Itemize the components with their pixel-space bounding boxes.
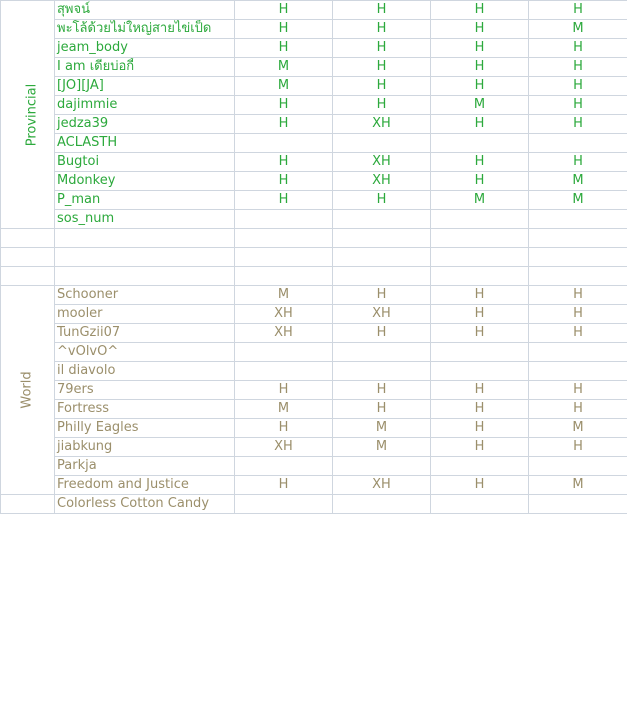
player-name-cell[interactable]: Fortress [55,400,235,419]
table-row [1,419,627,438]
table-row [1,286,627,305]
empty-row [1,248,627,267]
empty-cell[interactable] [55,248,235,267]
rating-cell-2[interactable]: H [333,96,431,115]
rating-cell-1[interactable]: M [235,58,333,77]
rating-cell-3[interactable]: H [431,1,529,20]
rating-cell-4[interactable]: H [529,77,627,96]
rating-cell-4[interactable]: H [529,153,627,172]
rating-cell-2[interactable]: H [333,58,431,77]
rating-cell-4[interactable]: M [529,476,627,495]
rating-cell-3[interactable]: M [431,96,529,115]
player-name-cell[interactable]: mooler [55,305,235,324]
table-row [1,305,627,324]
rating-cell-3[interactable] [431,134,529,153]
table-row [1,134,627,153]
rating-cell-1[interactable]: H [235,476,333,495]
rating-cell-1[interactable]: H [235,115,333,134]
rating-cell-2[interactable]: H [333,191,431,210]
rating-cell-1[interactable]: H [235,153,333,172]
player-name-cell[interactable]: พะโล้ด้วยไม่ใหญ่สายไข่เป็ด [55,20,235,39]
table-row [1,58,627,77]
player-name-cell[interactable]: 79ers [55,381,235,400]
rating-cell-2[interactable]: H [333,286,431,305]
rating-cell-1[interactable]: M [235,77,333,96]
empty-cell[interactable] [529,267,627,286]
rating-cell-3[interactable]: H [431,286,529,305]
rating-cell-1[interactable]: XH [235,305,333,324]
rating-cell-3[interactable]: H [431,419,529,438]
rating-cell-4[interactable] [529,210,627,229]
rating-cell-3[interactable]: H [431,77,529,96]
empty-cell[interactable] [529,229,627,248]
rating-cell-2[interactable]: XH [333,172,431,191]
rating-cell-3[interactable]: H [431,39,529,58]
rating-cell-2[interactable] [333,457,431,476]
rating-cell-3[interactable] [431,457,529,476]
rating-cell-1[interactable]: H [235,191,333,210]
rating-cell-1[interactable]: H [235,419,333,438]
rating-cell-4[interactable]: H [529,381,627,400]
player-name-cell[interactable]: Philly Eagles [55,419,235,438]
rating-cell-3[interactable]: H [431,305,529,324]
rating-cell-4[interactable] [529,457,627,476]
world-group-label: World [19,371,35,409]
rating-cell-4[interactable]: H [529,324,627,343]
rating-cell-3[interactable]: H [431,115,529,134]
rating-cell-3[interactable] [431,495,529,514]
empty-cell[interactable] [1,229,55,248]
rating-cell-1[interactable]: H [235,1,333,20]
player-name-cell[interactable]: jeam_body [55,39,235,58]
rating-cell-2[interactable]: XH [333,153,431,172]
player-name-cell[interactable]: Bugtoi [55,153,235,172]
rating-cell-4[interactable]: H [529,96,627,115]
rating-cell-2[interactable] [333,362,431,381]
rating-cell-3[interactable] [431,343,529,362]
empty-cell[interactable] [235,229,333,248]
table-row [1,172,627,191]
table-row [1,343,627,362]
rating-cell-2[interactable] [333,343,431,362]
rating-cell-4[interactable] [529,495,627,514]
empty-cell[interactable] [431,248,529,267]
rating-cell-2[interactable]: XH [333,476,431,495]
table-body [1,1,627,514]
table-row [1,20,627,39]
table-row [1,476,627,495]
rating-cell-2[interactable]: M [333,419,431,438]
player-name-cell[interactable]: Parkja [55,457,235,476]
empty-row [1,267,627,286]
empty-cell[interactable] [1,248,55,267]
rating-cell-3[interactable] [431,210,529,229]
world-group [1,286,55,495]
empty-cell[interactable] [235,248,333,267]
empty-cell[interactable] [333,229,431,248]
rating-cell-3[interactable] [431,362,529,381]
empty-cell[interactable] [529,248,627,267]
rating-cell-2[interactable]: M [333,438,431,457]
player-name-cell[interactable]: ACLASTH [55,134,235,153]
rating-cell-2[interactable]: H [333,381,431,400]
rating-cell-1[interactable] [235,210,333,229]
player-name-cell[interactable]: Freedom and Justice [55,476,235,495]
rating-cell-3[interactable]: M [431,191,529,210]
table-row [1,39,627,58]
empty-cell[interactable] [235,267,333,286]
player-name-cell[interactable]: jiabkung [55,438,235,457]
rating-cell-4[interactable]: H [529,438,627,457]
rating-cell-2[interactable]: H [333,39,431,58]
rating-cell-1[interactable] [235,134,333,153]
player-name-cell[interactable]: [JO][JA] [55,77,235,96]
rating-cell-3[interactable]: H [431,20,529,39]
table-row [1,381,627,400]
empty-cell[interactable] [55,267,235,286]
player-name-cell[interactable]: dajimmie [55,96,235,115]
player-name-cell[interactable]: Schooner [55,286,235,305]
table-row [1,1,627,20]
player-name-cell[interactable]: P_man [55,191,235,210]
player-name-cell[interactable]: sos_num [55,210,235,229]
rating-cell-2[interactable]: H [333,20,431,39]
rating-cell-4[interactable]: M [529,20,627,39]
rating-cell-1[interactable]: M [235,286,333,305]
rating-cell-2[interactable]: XH [333,115,431,134]
rating-cell-1[interactable] [235,343,333,362]
rating-cell-3[interactable]: H [431,172,529,191]
table-row [1,77,627,96]
player-name-cell[interactable]: สุพจน์ [55,1,235,20]
rating-cell-1[interactable]: H [235,96,333,115]
rating-cell-3[interactable]: H [431,476,529,495]
rating-cell-4[interactable]: H [529,39,627,58]
rating-cell-1[interactable]: H [235,172,333,191]
player-name-cell[interactable]: I am เดียบ่อกี้ [55,58,235,77]
empty-cell[interactable] [333,267,431,286]
rating-cell-4[interactable]: H [529,1,627,20]
rating-cell-1[interactable]: XH [235,324,333,343]
rating-cell-3[interactable]: H [431,153,529,172]
table-row [1,495,627,514]
empty-cell[interactable] [431,267,529,286]
empty-cell[interactable] [55,229,235,248]
rating-cell-3[interactable]: H [431,400,529,419]
rating-cell-1[interactable]: H [235,20,333,39]
empty-cell[interactable] [1,267,55,286]
player-name-cell[interactable]: ^vOlvO^ [55,343,235,362]
rating-cell-4[interactable] [529,134,627,153]
table-row [1,438,627,457]
rating-cell-2[interactable] [333,210,431,229]
table-row [1,362,627,381]
rating-cell-4[interactable]: M [529,172,627,191]
rating-cell-1[interactable]: H [235,39,333,58]
empty-cell[interactable] [431,229,529,248]
rating-cell-4[interactable] [529,343,627,362]
rating-cell-3[interactable]: H [431,381,529,400]
rating-cell-4[interactable]: H [529,305,627,324]
table-row [1,96,627,115]
table-row [1,191,627,210]
rating-cell-2[interactable]: H [333,77,431,96]
rating-cell-2[interactable]: H [333,324,431,343]
rating-cell-3[interactable]: H [431,438,529,457]
rating-cell-4[interactable]: H [529,115,627,134]
rating-cell-2[interactable] [333,134,431,153]
rating-cell-4[interactable]: H [529,58,627,77]
rating-cell-4[interactable]: M [529,419,627,438]
rating-cell-1[interactable]: M [235,400,333,419]
player-name-cell[interactable]: Mdonkey [55,172,235,191]
rating-cell-4[interactable] [529,362,627,381]
player-name-cell[interactable]: il diavolo [55,362,235,381]
rating-cell-2[interactable]: XH [333,305,431,324]
table-row [1,400,627,419]
empty-row [1,229,627,248]
rating-cell-1[interactable]: XH [235,438,333,457]
table-row [1,153,627,172]
table-row [1,210,627,229]
provincial-group-label: Provincial [24,83,40,146]
player-name-cell[interactable]: TunGzii07 [55,324,235,343]
table-row [1,324,627,343]
rating-cell-1[interactable] [235,495,333,514]
rating-cell-1[interactable]: H [235,381,333,400]
rating-cell-2[interactable] [333,495,431,514]
rating-cell-2[interactable]: H [333,1,431,20]
empty-cell[interactable] [333,248,431,267]
empty-cell[interactable] [1,495,55,514]
rating-cell-1[interactable] [235,362,333,381]
rating-cell-1[interactable] [235,457,333,476]
rating-cell-4[interactable]: H [529,400,627,419]
rating-cell-4[interactable]: H [529,286,627,305]
rating-cell-2[interactable]: H [333,400,431,419]
rating-cell-3[interactable]: H [431,324,529,343]
player-name-cell[interactable]: Colorless Cotton Candy [55,495,235,514]
rating-cell-4[interactable]: M [529,191,627,210]
player-name-cell[interactable]: jedza39 [55,115,235,134]
rating-cell-3[interactable]: H [431,58,529,77]
table-row [1,115,627,134]
provincial-group [1,1,55,229]
table-row [1,457,627,476]
